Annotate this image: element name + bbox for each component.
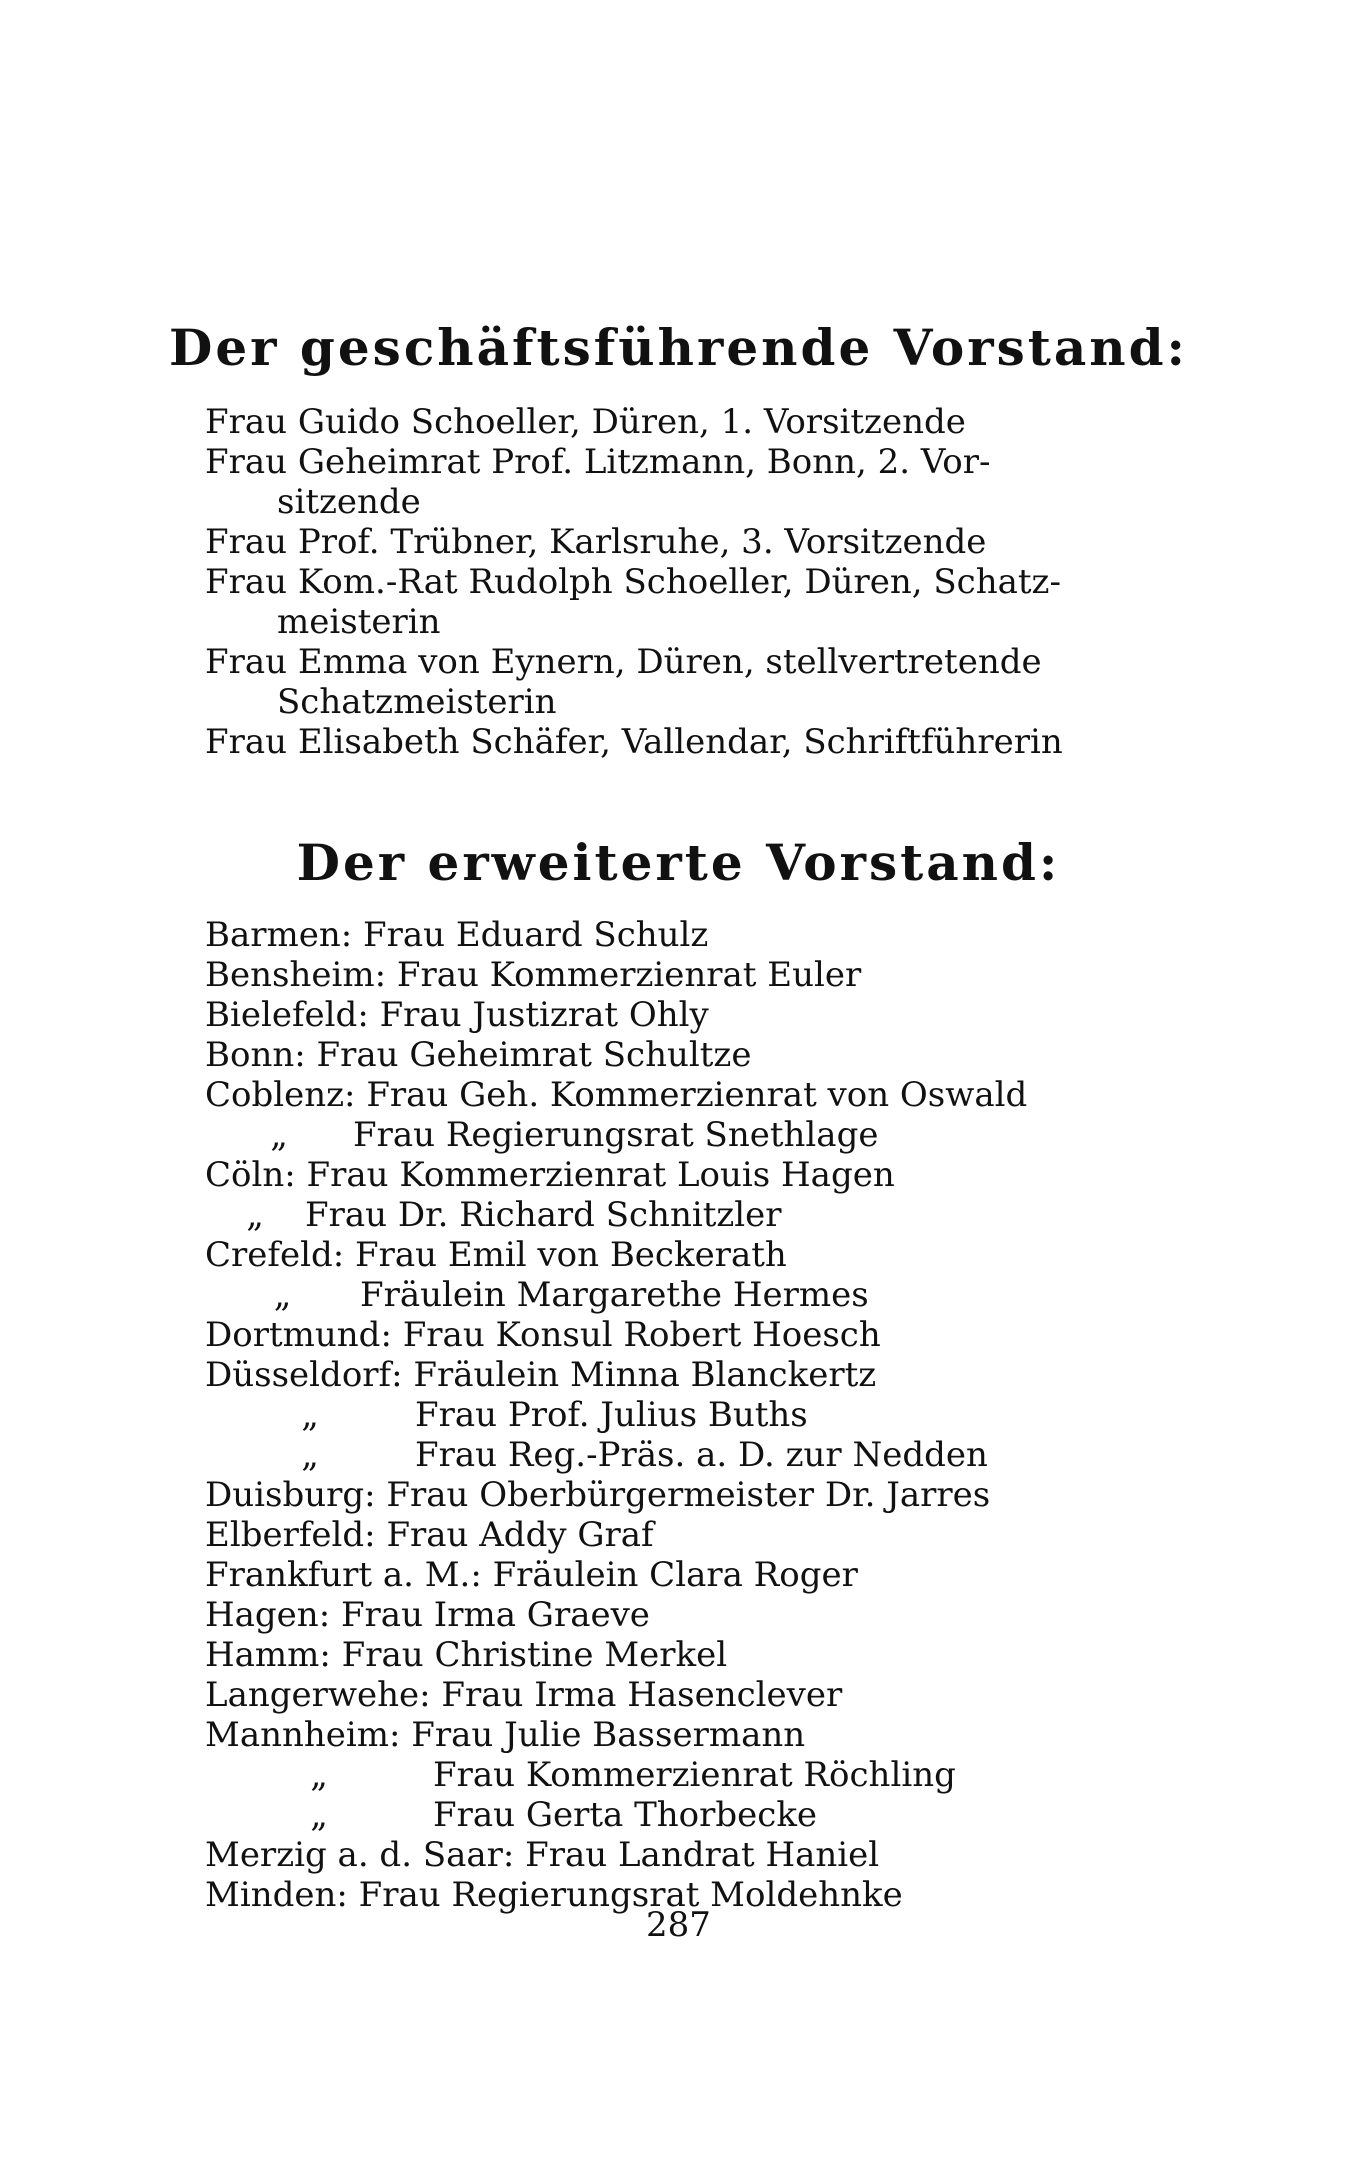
entry-text: Frau Reg.-Präs. a. D. zur Nedden	[415, 1435, 988, 1475]
entry-line: Frau Emma von Eynern, Düren, stellvertretende	[205, 642, 1042, 682]
list-item: Düsseldorf: Fräulein Minna Blanckertz	[205, 1355, 877, 1395]
entry-line: Frau Elisabeth Schäfer, Vallendar, Schriftführerin	[205, 722, 1063, 762]
list-item: Merzig a. d. Saar: Frau Landrat Haniel	[205, 1835, 880, 1875]
list-item: Coblenz: Frau Geh. Kommerzienrat von Oswald	[205, 1075, 1028, 1115]
list-item	[205, 402, 1125, 442]
list-item	[205, 1395, 1125, 1435]
list-item: Cöln: Frau Kommerzienrat Louis Hagen	[205, 1155, 895, 1195]
list-item: Hamm: Frau Christine Merkel	[205, 1635, 728, 1675]
heading-extended-board: Der erweiterte Vorstand:	[296, 833, 1061, 892]
ditto-mark: „	[270, 1115, 288, 1155]
entry-continuation: Schatzmeisterin	[277, 682, 557, 722]
list-item	[205, 1115, 1125, 1155]
list-item	[205, 722, 1125, 762]
entry-continuation: sitzende	[277, 482, 421, 522]
heading-executive-board: Der geschäftsführende Vorstand:	[168, 318, 1188, 377]
entry-line: Frau Prof. Trübner, Karlsruhe, 3. Vorsitzende	[205, 522, 987, 562]
executive-board-list	[205, 402, 1125, 762]
list-item: Barmen: Frau Eduard Schulz	[205, 915, 709, 955]
list-item: Dortmund: Frau Konsul Robert Hoesch	[205, 1315, 881, 1355]
list-item: Crefeld: Frau Emil von Beckerath	[205, 1235, 787, 1275]
list-item	[205, 522, 1125, 562]
list-item: Elberfeld: Frau Addy Graf	[205, 1515, 654, 1555]
list-item: Minden: Frau Regierungsrat Moldehnke	[205, 1875, 903, 1915]
ditto-mark: „	[310, 1755, 328, 1795]
list-item	[205, 642, 1125, 722]
extended-board-list	[205, 915, 1125, 1915]
list-item: Hagen: Frau Irma Graeve	[205, 1595, 650, 1635]
list-item: Bielefeld: Frau Justizrat Ohly	[205, 995, 709, 1035]
list-item	[205, 1195, 1125, 1235]
ditto-mark: „	[301, 1435, 319, 1475]
entry-text: Frau Regierungsrat Snethlage	[353, 1115, 879, 1155]
list-item: Mannheim: Frau Julie Bassermann	[205, 1715, 806, 1755]
list-item: Frankfurt a. M.: Fräulein Clara Roger	[205, 1555, 858, 1595]
entry-line: Frau Guido Schoeller, Düren, 1. Vorsitzende	[205, 402, 966, 442]
entry-line: Frau Geheimrat Prof. Litzmann, Bonn, 2. Vor-	[205, 442, 991, 482]
ditto-mark: „	[246, 1195, 264, 1235]
list-item: Bonn: Frau Geheimrat Schultze	[205, 1035, 752, 1075]
list-item	[205, 1755, 1125, 1795]
entry-text: Frau Kommerzienrat Röchling	[433, 1755, 956, 1795]
entry-text: Frau Prof. Julius Buths	[415, 1395, 808, 1435]
entry-text: Frau Dr. Richard Schnitzler	[305, 1195, 782, 1235]
ditto-mark: „	[301, 1395, 319, 1435]
list-item	[205, 1275, 1125, 1315]
list-item: Duisburg: Frau Oberbürgermeister Dr. Jarres	[205, 1475, 991, 1515]
list-item	[205, 562, 1125, 642]
entry-text: Fräulein Margarethe Hermes	[360, 1275, 869, 1315]
entry-line: Frau Kom.-Rat Rudolph Schoeller, Düren, Schatz-	[205, 562, 1061, 602]
list-item	[205, 1795, 1125, 1835]
page-number: 287	[646, 1905, 711, 1945]
list-item: Bensheim: Frau Kommerzienrat Euler	[205, 955, 862, 995]
list-item: Langerwehe: Frau Irma Hasenclever	[205, 1675, 843, 1715]
ditto-mark: „	[310, 1795, 328, 1835]
ditto-mark: „	[273, 1275, 292, 1315]
list-item	[205, 442, 1125, 522]
list-item	[205, 1435, 1125, 1475]
entry-continuation: meisterin	[277, 602, 441, 642]
entry-text: Frau Gerta Thorbecke	[433, 1795, 818, 1835]
